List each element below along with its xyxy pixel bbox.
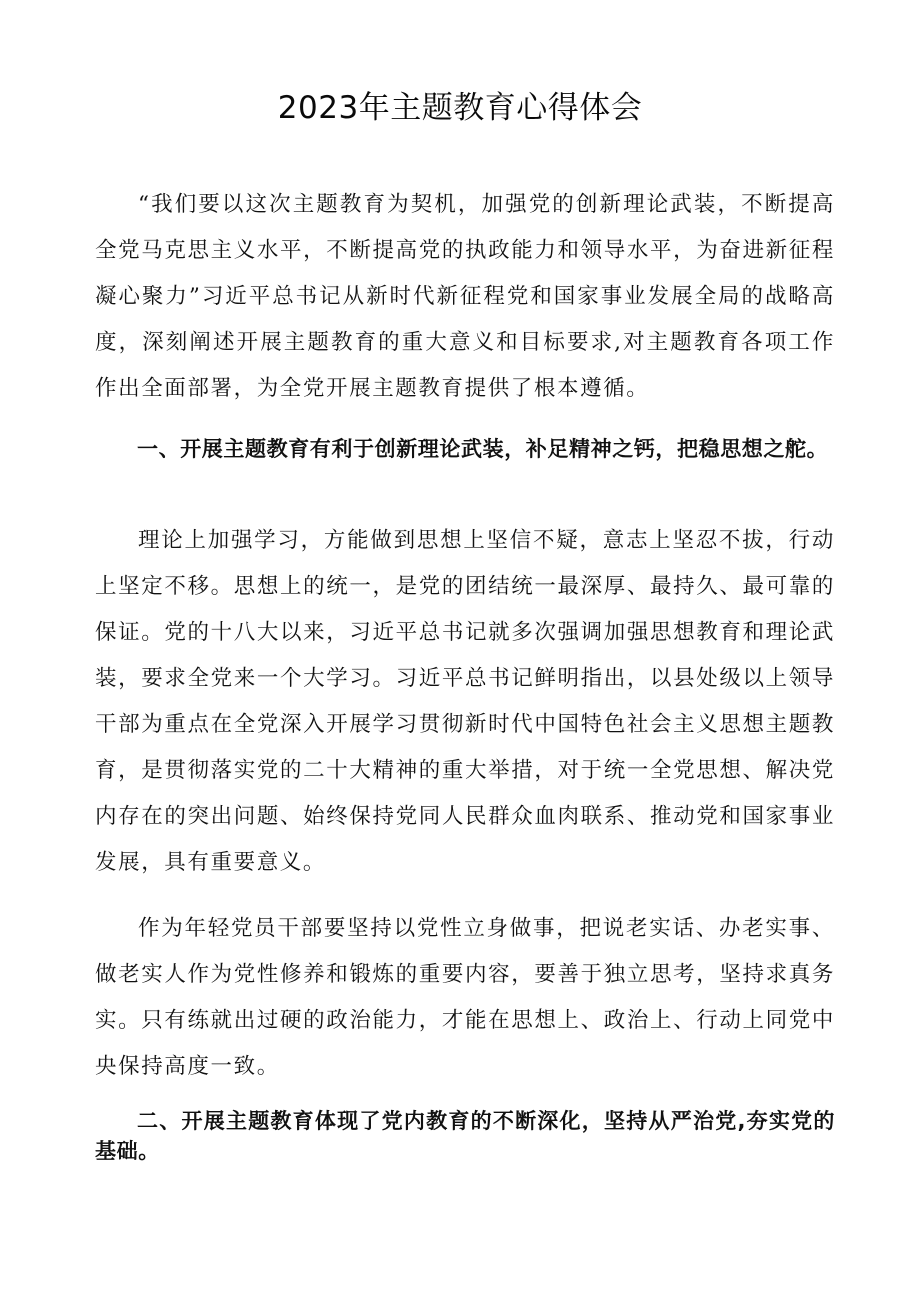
- section-one-paragraph-2: 作为年轻党员干部要坚持以党性立身做事，把说老实话、办老实事、做老实人作为党性修养和锻炼的重要内容，要善于独立思考，坚持求真务实。只有练就出过硬的政治能力，才能在思想上、政治上、行动上同党中央保持高度一致。: [95, 916, 835, 1079]
- section-one-heading: 一、开展主题教育有利于创新理论武装，补足精神之钙，把稳思想之舵。: [137, 437, 829, 461]
- intro-paragraph: “我们要以这次主题教育为契机，加强党的创新理论武装，不断提高全党马克思主义水平，不断提高党的执政能力和领导水平，为奋进新征程凝心聚力”习近平总书记从新时代新征程党和国家事业发展全局的战略高度，深刻阐述开展主题教育的重大意义和目标要求,对主题教育各项工作作出全面部署，为全党开展主题教育提供了根本遵循。: [95, 192, 835, 401]
- section-two-heading: 二、开展主题教育体现了党内教育的不断深化，坚持从严治党,夯实党的基础。: [95, 1109, 835, 1163]
- document-title: 2023年主题教育心得体会: [277, 90, 643, 126]
- section-one-paragraph-1: 理论上加强学习，方能做到思想上坚信不疑，意志上坚忍不拔，行动上坚定不移。思想上的统一，是党的团结统一最深厚、最持久、最可靠的保证。党的十八大以来，习近平总书记就多次强调加强思想教育和理论武装，要求全党来一个大学习。习近平总书记鲜明指出，以县处级以上领导干部为重点在全党深入开展学习贯彻新时代中国特色社会主义思想主题教育，是贯彻落实党的二十大精神的重大举措，对于统一全党思想、解决党内存在的突出问题、始终保持党同人民群众血肉联系、推动党和国家事业发展，具有重要意义。: [95, 528, 835, 875]
